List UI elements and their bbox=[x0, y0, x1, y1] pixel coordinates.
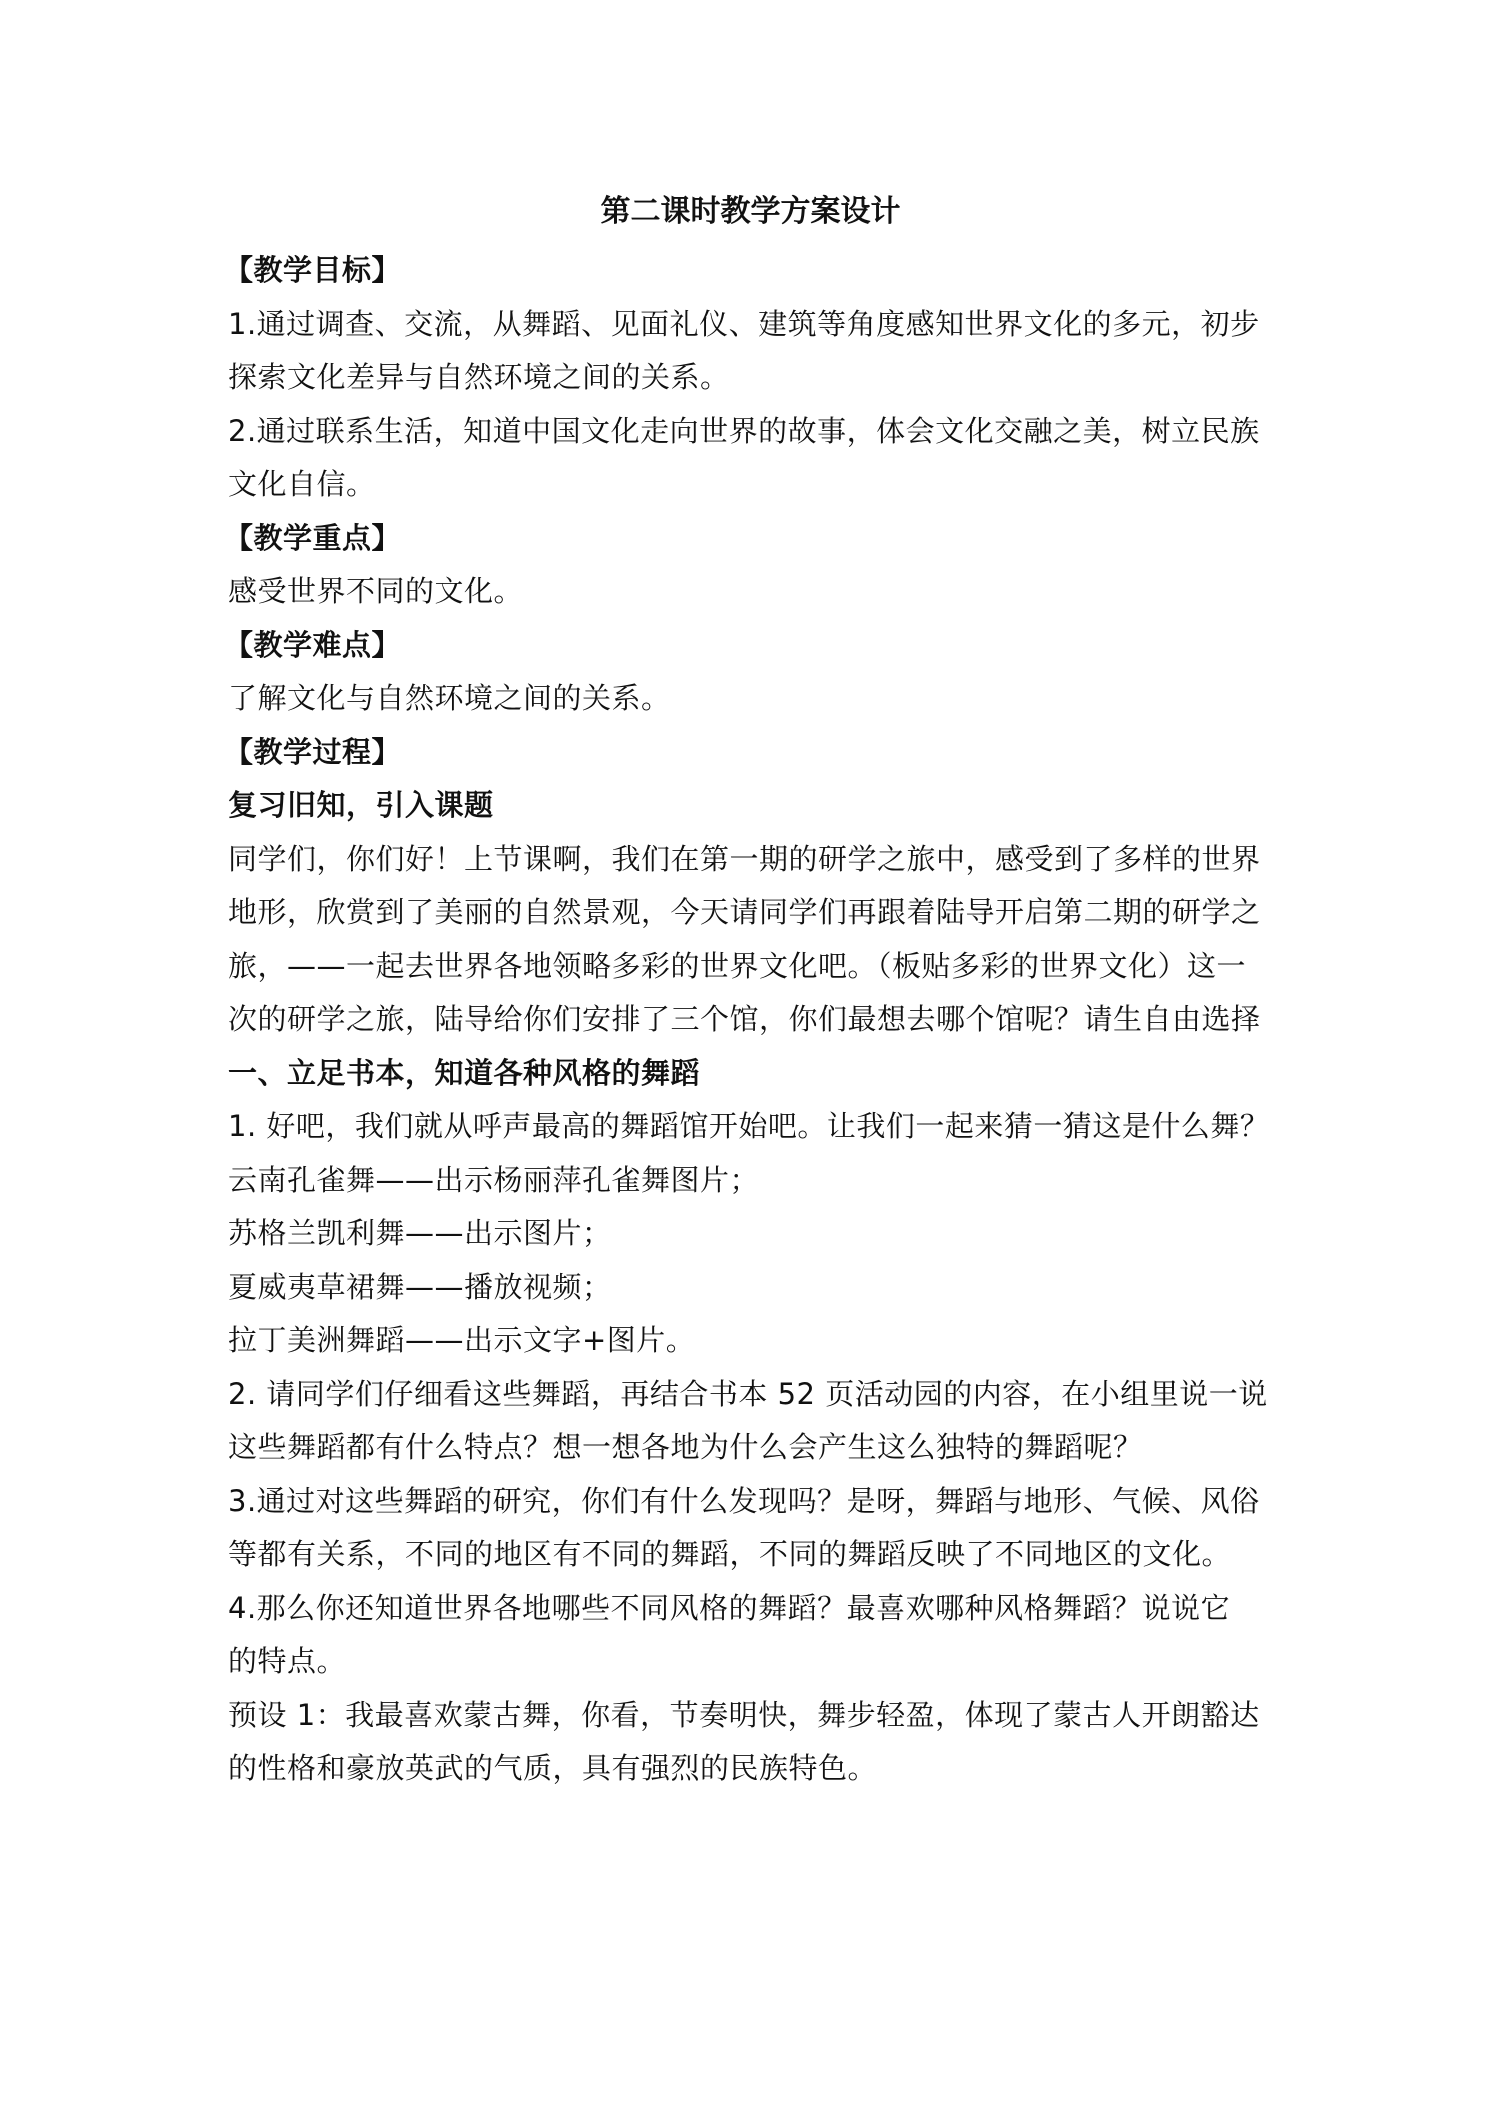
body-line: 文化自信。 bbox=[228, 467, 376, 501]
section-heading: 【教学难点】 bbox=[224, 627, 402, 662]
body-line: 等都有关系，不同的地区有不同的舞蹈，不同的舞蹈反映了不同地区的文化。 bbox=[228, 1537, 1232, 1571]
section-heading: 【教学目标】 bbox=[224, 253, 402, 287]
document-title: 第二课时教学方案设计 bbox=[600, 194, 901, 229]
body-line: 2. 请同学们仔细看这些舞蹈，再结合书本 52 页活动园的内容，在小组里说一说 bbox=[228, 1376, 1268, 1411]
section-heading: 【教学重点】 bbox=[224, 520, 402, 555]
body-line: 拉丁美洲舞蹈——出示文字+图片。 bbox=[228, 1323, 696, 1357]
document-page bbox=[224, 190, 1273, 1796]
body-line: 1.通过调查、交流，从舞蹈、见面礼仪、建筑等角度感知世界文化的多元，初步 bbox=[228, 306, 1260, 341]
body-line: 探索文化差异与自然环境之间的关系。 bbox=[228, 360, 730, 394]
body-line: 地形，欣赏到了美丽的自然景观，今天请同学们再跟着陆导开启第二期的研学之 bbox=[228, 895, 1261, 929]
body-line: 苏格兰凯利舞——出示图片； bbox=[228, 1216, 612, 1250]
body-line: 次的研学之旅，陆导给你们安排了三个馆，你们最想去哪个馆呢？请生自由选择 bbox=[228, 1002, 1261, 1036]
body-line: 预设 1：我最喜欢蒙古舞，你看，节奏明快，舞步轻盈，体现了蒙古人开朗豁达 bbox=[228, 1697, 1260, 1732]
subsection-heading: 复习旧知，引入课题 bbox=[228, 788, 494, 822]
body-line: 旅，——一起去世界各地领略多彩的世界文化吧。（板贴多彩的世界文化）这一 bbox=[228, 948, 1247, 983]
body-line: 同学们，你们好！上节课啊，我们在第一期的研学之旅中，感受到了多样的世界 bbox=[228, 841, 1261, 876]
body-line: 4.那么你还知道世界各地哪些不同风格的舞蹈？最喜欢哪种风格舞蹈？说说它 bbox=[228, 1590, 1231, 1625]
body-line: 3.通过对这些舞蹈的研究，你们有什么发现吗？是呀，舞蹈与地形、气候、风俗 bbox=[228, 1483, 1260, 1518]
body-line: 2.通过联系生活，知道中国文化走向世界的故事，体会文化交融之美，树立民族 bbox=[228, 413, 1260, 448]
body-line: 云南孔雀舞——出示杨丽萍孔雀舞图片； bbox=[228, 1162, 760, 1197]
body-line: 的性格和豪放英武的气质，具有强烈的民族特色。 bbox=[228, 1751, 878, 1785]
body-line: 感受世界不同的文化。 bbox=[228, 574, 524, 608]
document-body bbox=[224, 244, 1273, 1796]
body-line: 的特点。 bbox=[228, 1644, 347, 1678]
body-line: 了解文化与自然环境之间的关系。 bbox=[228, 681, 671, 715]
section-heading: 【教学过程】 bbox=[224, 734, 402, 769]
body-line: 这些舞蹈都有什么特点？想一想各地为什么会产生这么独特的舞蹈呢？ bbox=[228, 1430, 1143, 1464]
subsection-heading: 一、立足书本，知道各种风格的舞蹈 bbox=[228, 1055, 701, 1090]
body-line: 1. 好吧，我们就从呼声最高的舞蹈馆开始吧。让我们一起来猜一猜这是什么舞？ bbox=[228, 1109, 1270, 1143]
body-line: 夏威夷草裙舞——播放视频； bbox=[228, 1269, 612, 1304]
